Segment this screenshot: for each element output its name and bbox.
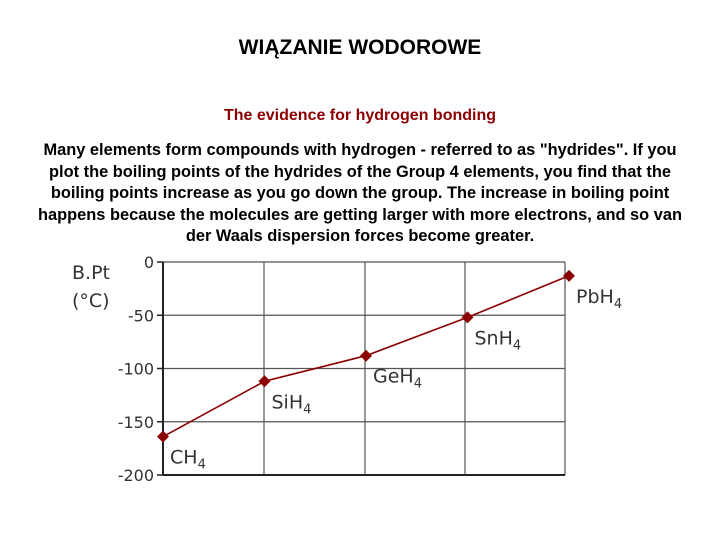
chart-grid — [163, 262, 565, 475]
data-point-marker — [157, 431, 169, 443]
y-axis-label-line2: (°C) — [72, 290, 110, 312]
point-labels — [170, 286, 622, 473]
y-ticks — [118, 253, 163, 485]
point-label: SnH$_4$ — [474, 327, 522, 354]
point-label: PbH$_4$ — [576, 285, 623, 312]
y-axis-label-line1: B.Pt — [72, 262, 110, 284]
point-label: GeH$_4$ — [373, 365, 422, 392]
y-tick-label: -100 — [117, 359, 154, 379]
point-label: $CH_4$ — [170, 446, 206, 473]
description-paragraph: Many elements form compounds with hydrogen - referred to as "hydrides". If you plot the boiling points of the hydrides of the Group 4 elements, you find that the boiling points increase as you go down the group. The increase in boiling point happens because the molecules are getting larger with more electrons, and so van der Waals dispersion forces become greater. — [38, 141, 682, 246]
y-tick-label: 0 — [143, 253, 154, 272]
data-point-marker — [462, 311, 474, 323]
y-tick-label: -200 — [117, 466, 154, 485]
y-tick-label: -50 — [127, 306, 154, 326]
series-line — [157, 270, 575, 443]
page-subtitle: The evidence for hydrogen bonding — [223, 107, 496, 124]
page-title: WIĄZANIE WODOROWE — [238, 36, 482, 59]
data-point-marker — [259, 375, 271, 387]
y-tick-label: -150 — [117, 412, 154, 432]
data-point-marker — [360, 350, 372, 362]
point-label: SiH$_4$ — [271, 391, 312, 418]
